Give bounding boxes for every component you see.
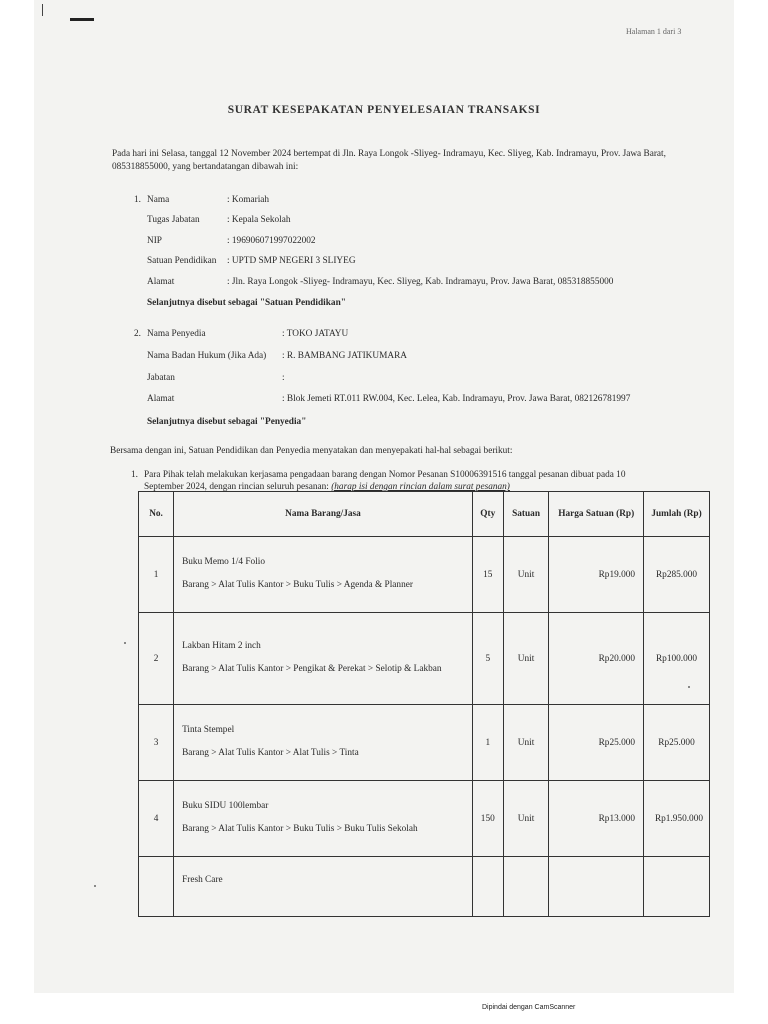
header-price: Harga Satuan (Rp) <box>549 492 644 537</box>
header-total: Jumlah (Rp) <box>644 492 710 537</box>
row-item <box>174 781 473 857</box>
party-2-number: 2. <box>134 329 141 339</box>
party-1-nip-value: : 196906071997022002 <box>227 236 316 246</box>
party-1-unit-value: : UPTD SMP NEGERI 3 SLIYEG <box>227 256 356 266</box>
item-name: Buku Memo 1/4 Folio <box>182 557 265 567</box>
item-category: Barang > Alat Tulis Kantor > Buku Tulis > Buku Tulis Sekolah <box>182 824 418 834</box>
row-no: 1 <box>139 537 174 613</box>
table-row <box>139 613 710 705</box>
row-unit: Unit <box>503 705 549 781</box>
party-2-role-label: Jabatan <box>147 373 175 383</box>
order-items-table <box>138 491 710 917</box>
point-1-number: 1. <box>131 470 138 480</box>
party-2-name-label: Nama Penyedia <box>147 329 206 339</box>
scan-mark <box>70 18 94 21</box>
party-1-name-value: : Komariah <box>227 195 270 205</box>
table-row <box>139 537 710 613</box>
row-price: Rp19.000 <box>549 537 644 613</box>
row-no: 2 <box>139 613 174 705</box>
row-item <box>174 857 473 917</box>
party-1-role-label: Tugas Jabatan <box>147 215 200 225</box>
intro-paragraph: Pada hari ini Selasa, tanggal 12 November 2024 bertempat di Jln. Raya Longok -Sliyeg- Indramayu, Kec. Sliyeg, Kab. Indramayu, Prov. Jawa Barat, 085318855000, yang bertandatangan dibawah ini: <box>112 149 666 172</box>
point-1-note: (harap isi dengan rincian dalam surat pesanan) <box>331 482 510 492</box>
scan-speck <box>94 885 96 887</box>
party-1-alias: Selanjutnya disebut sebagai "Satuan Pendidikan" <box>147 298 346 308</box>
row-price: Rp13.000 <box>549 781 644 857</box>
row-unit <box>503 857 549 917</box>
party-1-name-label: Nama <box>147 195 170 205</box>
item-category: Barang > Alat Tulis Kantor > Alat Tulis > Tinta <box>182 748 359 758</box>
row-item <box>174 613 473 705</box>
row-no <box>139 857 174 917</box>
row-item <box>174 705 473 781</box>
row-total: Rp100.000 <box>644 613 710 705</box>
row-total: Rp285.000 <box>644 537 710 613</box>
row-total: Rp1.950.000 <box>644 781 710 857</box>
row-unit: Unit <box>503 613 549 705</box>
table-row <box>139 781 710 857</box>
page-number: Halaman 1 dari 3 <box>626 27 682 36</box>
row-unit: Unit <box>503 781 549 857</box>
row-no: 3 <box>139 705 174 781</box>
header-name: Nama Barang/Jasa <box>174 492 473 537</box>
party-2-entity-label: Nama Badan Hukum (Jika Ada) <box>147 351 267 361</box>
party-2-name-value: : TOKO JATAYU <box>282 329 349 339</box>
item-category: Barang > Alat Tulis Kantor > Pengikat & Perekat > Selotip & Lakban <box>182 664 442 674</box>
row-item <box>174 537 473 613</box>
scanner-footer: Dipindai dengan CamScanner <box>482 1004 576 1011</box>
party-1-unit-label: Satuan Pendidikan <box>147 256 217 266</box>
party-1-role-value: : Kepala Sekolah <box>227 215 291 225</box>
scan-speck <box>688 686 690 688</box>
scan-speck <box>124 642 126 644</box>
point-1-text-line1: Para Pihak telah melakukan kerjasama pengadaan barang dengan Nomor Pesanan S10006391516 tanggal pesanan dibuat pada 10 <box>144 470 626 480</box>
row-qty: 150 <box>472 781 503 857</box>
row-unit: Unit <box>503 537 549 613</box>
header-no: No. <box>139 492 174 537</box>
row-qty: 5 <box>472 613 503 705</box>
party-1-nip-label: NIP <box>147 236 162 246</box>
party-2-address-label: Alamat <box>147 394 175 404</box>
row-price: Rp20.000 <box>549 613 644 705</box>
table-header-row <box>139 492 710 537</box>
table-row <box>139 857 710 917</box>
item-name: Buku SIDU 100lembar <box>182 801 269 811</box>
scan-mark <box>42 4 43 16</box>
party-2-address-value: : Blok Jemeti RT.011 RW.004, Kec. Lelea, Kab. Indramayu, Prov. Jawa Barat, 082126781997 <box>282 394 631 404</box>
row-price <box>549 857 644 917</box>
party-1-number: 1. <box>134 195 141 205</box>
item-name: Lakban Hitam 2 inch <box>182 641 261 651</box>
table-row <box>139 705 710 781</box>
document-title: SURAT KESEPAKATAN PENYELESAIAN TRANSAKSI <box>227 104 541 116</box>
header-unit: Satuan <box>503 492 549 537</box>
row-total <box>644 857 710 917</box>
item-name: Tinta Stempel <box>182 725 235 735</box>
agreement-intro: Bersama dengan ini, Satuan Pendidikan dan Penyedia menyatakan dan menyepakati hal-hal sebagai berikut: <box>110 446 513 456</box>
row-qty: 1 <box>472 705 503 781</box>
row-total: Rp25.000 <box>644 705 710 781</box>
party-2-alias: Selanjutnya disebut sebagai "Penyedia" <box>147 417 307 427</box>
point-1-text: September 2024, dengan rincian seluruh pesanan: <box>144 482 329 492</box>
scanned-page <box>34 0 734 993</box>
row-qty <box>472 857 503 917</box>
row-qty: 15 <box>472 537 503 613</box>
party-2-entity-value: : R. BAMBANG JATIKUMARA <box>282 351 408 361</box>
party-2-role-value: : <box>282 373 285 383</box>
party-1-address-value: : Jln. Raya Longok -Sliyeg- Indramayu, Kec. Sliyeg, Kab. Indramayu, Prov. Jawa Barat, 085318855000 <box>227 277 614 287</box>
item-category: Barang > Alat Tulis Kantor > Buku Tulis > Agenda & Planner <box>182 580 413 590</box>
header-qty: Qty <box>472 492 503 537</box>
row-price: Rp25.000 <box>549 705 644 781</box>
party-1-address-label: Alamat <box>147 277 175 287</box>
item-name: Fresh Care <box>182 875 223 885</box>
row-no: 4 <box>139 781 174 857</box>
